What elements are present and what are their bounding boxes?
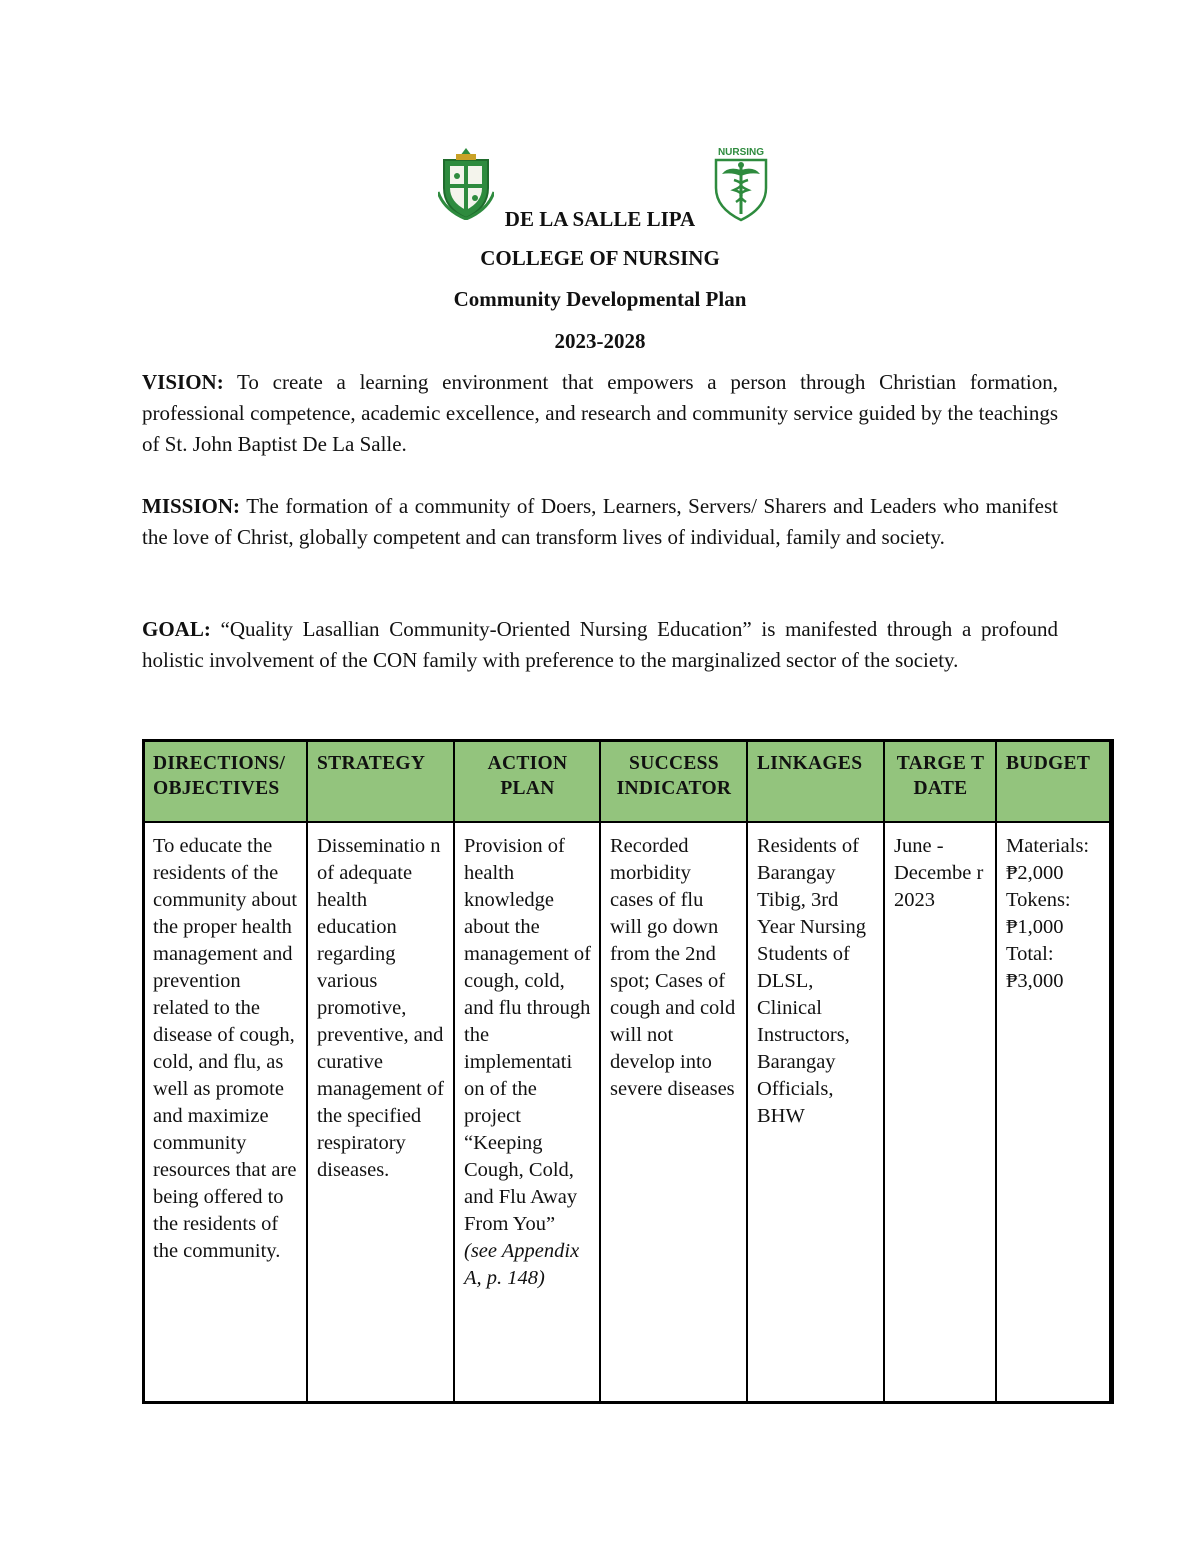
goal-paragraph: [142, 614, 1058, 676]
mission-text: The formation of a community of Doers, Learners, Servers/ Sharers and Leaders who manifest the love of Christ, globally competent and can transform lives of individual, family and society.: [142, 494, 1058, 549]
header-budget: BUDGET: [996, 740, 1113, 822]
plan-years: 2023-2028: [554, 329, 646, 353]
budget-total: Total: ₱3,000: [1006, 943, 1064, 992]
header-action-plan: ACTION PLAN: [454, 740, 600, 822]
vision-text: To create a learning environment that empowers a person through Christian formation, professional competence, academic excellence, and research and community service guided by the teachings of St. John Baptist De La Salle.: [142, 370, 1058, 456]
table-row: [143, 822, 1113, 1403]
header-linkages: LINKAGES: [747, 740, 884, 822]
budget-materials: Materials: ₱2,000: [1006, 835, 1090, 884]
action-plan-reference: (see Appendix A, p. 148): [464, 1240, 580, 1289]
plan-title: Community Developmental Plan: [453, 287, 747, 311]
svg-text:NURSING: NURSING: [717, 147, 765, 158]
cell-action-plan: [454, 822, 600, 1403]
cell-linkages: Residents of Barangay Tibig, 3rd Year Nursing Students of DLSL, Clinical Instructors, Barangay Officials, BHW: [747, 822, 884, 1403]
cell-budget: [996, 822, 1113, 1403]
mission-label: MISSION:: [142, 494, 241, 518]
cell-strategy: Disseminatio n of adequate health education regarding various promotive, preventive, and curative management of the specified respiratory diseases.: [307, 822, 454, 1403]
action-plan-text: Provision of health knowledge about the management of cough, cold, and flu through the implementati on of the project “Keeping Cough, Cold, and Flu Away From You”: [464, 835, 591, 1235]
header-strategy: STRATEGY: [307, 740, 454, 822]
cell-objectives: To educate the residents of the community about the proper health management and prevention related to the disease of cough, cold, and flu, as well as promote and maximize community resources that are being offered to the residents of the community.: [143, 822, 307, 1403]
development-plan-table: [142, 739, 1114, 1404]
header-objectives: DIRECTIONS/ OBJECTIVES: [143, 740, 307, 822]
vision-paragraph: [142, 367, 1058, 460]
budget-tokens: Tokens: ₱1,000: [1006, 889, 1071, 938]
mission-paragraph: [142, 491, 1058, 553]
goal-text: “Quality Lasallian Community-Oriented Nursing Education” is manifested through a profound holistic involvement of the CON family with preference to the marginalized sector of the society.: [142, 617, 1058, 672]
goal-label: GOAL:: [142, 617, 211, 641]
header-target-date: TARGE T DATE: [884, 740, 996, 822]
college-name: COLLEGE OF NURSING: [480, 246, 720, 270]
table-header-row: [143, 740, 1113, 822]
institution-name: DE LA SALLE LIPA: [504, 207, 696, 231]
cell-target-date: June - Decembe r 2023: [884, 822, 996, 1403]
header-success-indicator: SUCCESS INDICATOR: [600, 740, 747, 822]
vision-label: VISION:: [142, 370, 224, 394]
cell-success-indicator: Recorded morbidity cases of flu will go down from the 2nd spot; Cases of cough and cold will not develop into severe diseases: [600, 822, 747, 1403]
